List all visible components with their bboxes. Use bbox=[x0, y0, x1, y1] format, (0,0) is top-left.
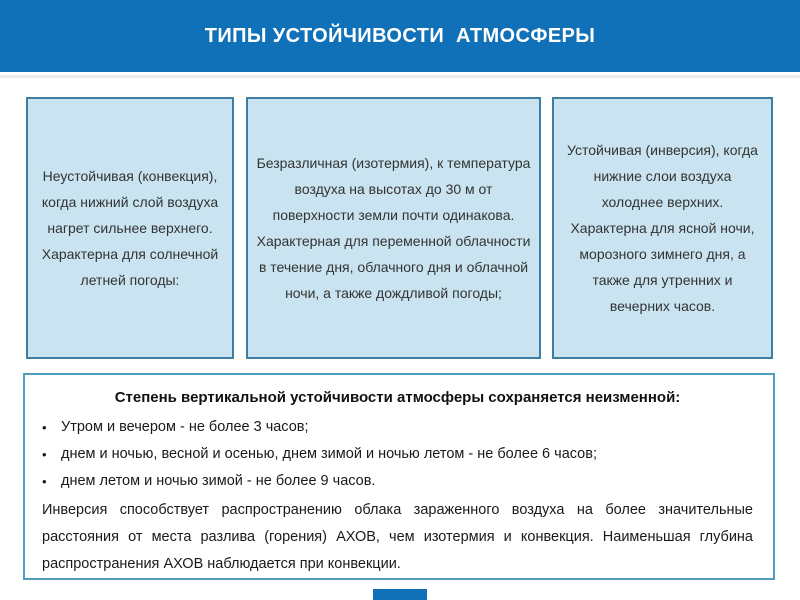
duration-list-item bbox=[42, 414, 753, 441]
card-neutral-text: Безразличная (изотермия), к температура воздуха на высотах до 30 м от поверхности земли почти одинакова. Характерная для переменной облачности в течение дня, облачного дня и облачной ночи, а также дождливой погоды; bbox=[256, 155, 531, 301]
duration-list-item bbox=[42, 441, 753, 468]
slide-title: ТИПЫ УСТОЙЧИВОСТИ АТМОСФЕРЫ bbox=[204, 24, 596, 47]
card-unstable-text: Неустойчивая (конвекция), когда нижний слой воздуха нагрет сильнее верхнего. Характерна для солнечной летней погоды: bbox=[41, 168, 219, 288]
bullet-icon: • bbox=[42, 474, 47, 489]
card-unstable-convection bbox=[26, 97, 234, 359]
card-stable-inversion bbox=[552, 97, 773, 359]
duration-item-text: Утром и вечером - не более 3 часов; bbox=[61, 419, 309, 435]
duration-list-item bbox=[42, 468, 753, 495]
panel-heading: Степень вертикальной устойчивости атмосферы сохраняется неизменной: bbox=[114, 389, 681, 406]
panel-paragraph: Инверсия способствует распространению облака зараженного воздуха на более значительные расстояния от места разлива (горения) АХОВ, чем изотермия и конвекция. Наименьшая глубина распространения АХОВ наблюдается при конвекции. bbox=[42, 502, 753, 572]
bullet-icon: • bbox=[42, 447, 47, 462]
duration-list bbox=[42, 414, 753, 495]
slide-header bbox=[0, 0, 800, 72]
duration-item-text: днем и ночью, весной и осенью, днем зимой и ночью летом - не более 6 часов; bbox=[61, 446, 597, 462]
card-stable-text: Устойчивая (инверсия), когда нижние слои воздуха холоднее верхних. Характерна для ясной ночи, морозного зимнего дня, а также для утренних и вечерних часов. bbox=[567, 142, 758, 314]
stability-duration-panel bbox=[23, 373, 775, 580]
card-neutral-isothermy bbox=[246, 97, 541, 359]
bullet-icon: • bbox=[42, 420, 47, 435]
header-underline bbox=[0, 75, 800, 78]
duration-item-text: днем летом и ночью зимой - не более 9 часов. bbox=[61, 473, 376, 489]
slide-number-placeholder bbox=[373, 589, 427, 600]
